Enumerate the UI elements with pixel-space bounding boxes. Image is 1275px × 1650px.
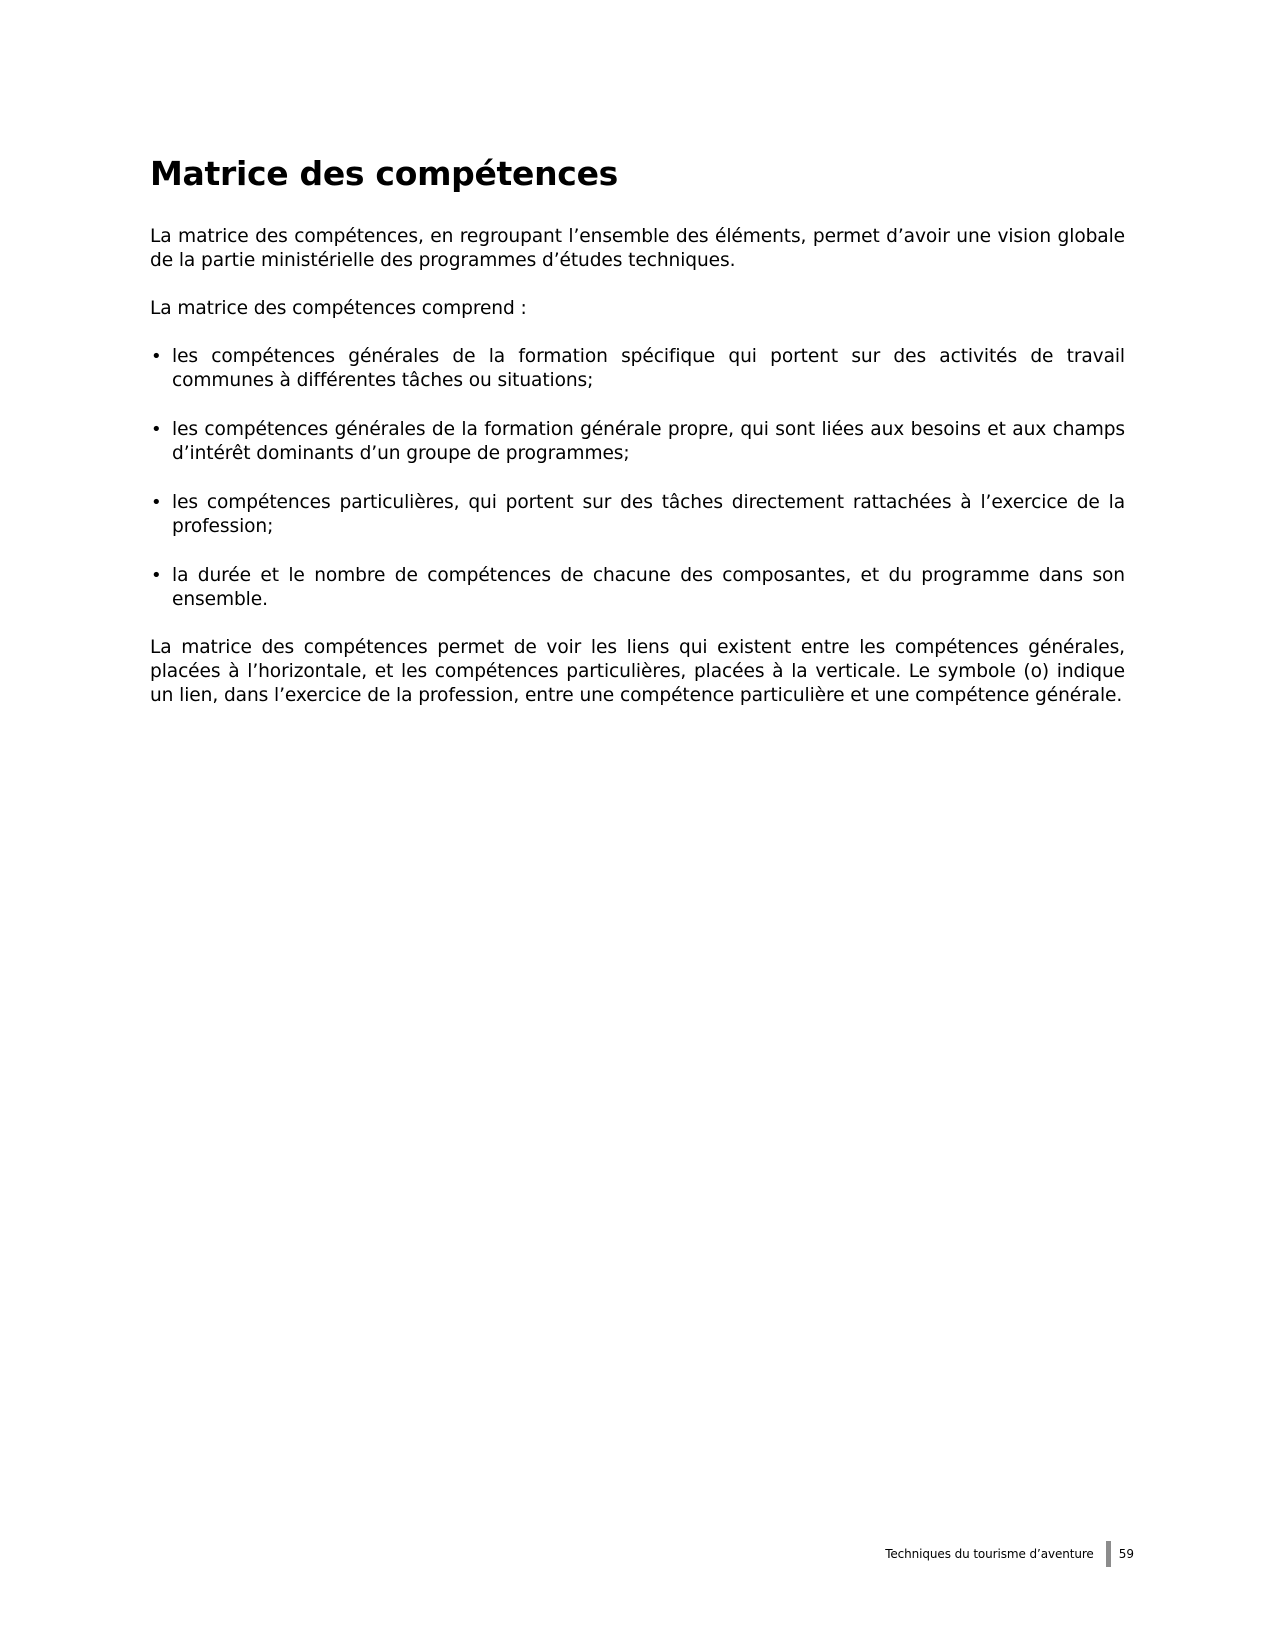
list-item [150, 491, 1125, 539]
competency-list [150, 345, 1125, 612]
list-item-text: les compétences générales de la formation spécifique qui portent sur des activités de travail communes à différentes tâches ou situations; [172, 346, 1125, 391]
bullet-icon: • [151, 419, 162, 440]
bullet-icon: • [151, 492, 162, 513]
list-item [150, 564, 1125, 612]
page-footer [885, 1540, 1134, 1568]
page-number: 59 [1118, 1547, 1134, 1561]
bullet-icon: • [151, 346, 162, 367]
footer-program-title: Techniques du tourisme d’aventure [885, 1547, 1094, 1561]
bullet-icon: • [151, 565, 162, 586]
list-item-text: la durée et le nombre de compétences de chacune des composantes, et du programme dans son ensemble. [172, 565, 1125, 610]
intro-paragraph: La matrice des compétences, en regroupant l’ensemble des éléments, permet d’avoir une vision globale de la partie ministérielle des programmes d’études techniques. [150, 226, 1125, 271]
footer-divider [1106, 1541, 1111, 1567]
document-body [150, 140, 1125, 708]
closing-paragraph: La matrice des compétences permet de voir les liens qui existent entre les compétences générales, placées à l’horizontale, et les compétences particulières, placées à la verticale. Le symbole (o) indique un lien, dans l’exercice de la profession, entre une compétence particulière et une compétence générale. [150, 637, 1125, 706]
list-item [150, 418, 1125, 466]
lead-paragraph: La matrice des compétences comprend : [150, 298, 527, 319]
list-item-text: les compétences particulières, qui portent sur des tâches directement rattachées à l’exercice de la profession; [172, 492, 1125, 537]
page-title: Matrice des compétences [150, 154, 618, 193]
list-item-text: les compétences générales de la formation générale propre, qui sont liées aux besoins et aux champs d’intérêt dominants d’un groupe de programmes; [172, 419, 1125, 464]
list-item [150, 345, 1125, 393]
